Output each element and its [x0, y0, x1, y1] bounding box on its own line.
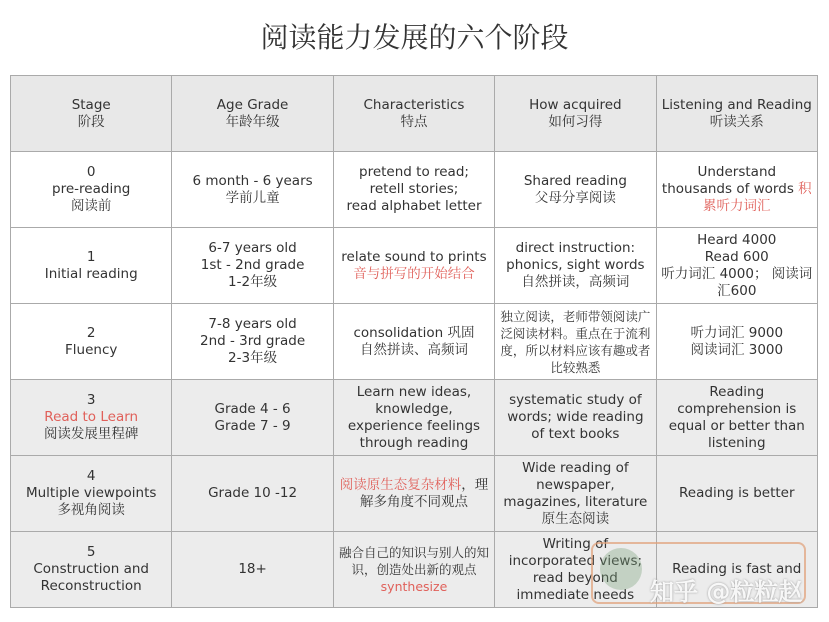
stage-cell [11, 532, 172, 608]
t: 父母分享阅读 [534, 189, 616, 206]
t: Read 600 [704, 248, 769, 265]
how-cell [495, 152, 656, 228]
t: 1 [86, 248, 96, 265]
t: 听力词汇 4000； 阅读词汇600 [661, 265, 813, 299]
t: 4 [86, 468, 96, 484]
t: Fluency [65, 341, 118, 358]
t: synthesize [380, 579, 448, 594]
age-cell [172, 532, 333, 608]
page-title: 阅读能力发展的六个阶段 [260, 21, 569, 54]
t: 18+ [238, 561, 267, 577]
t: relate sound to prints [341, 248, 487, 265]
header-en: Stage [71, 96, 111, 113]
t: Understand thousands of words [661, 164, 799, 197]
char-cell [333, 228, 494, 304]
t: 6-7 years old [208, 240, 297, 256]
age-cell [172, 380, 333, 456]
t: 1-2年级 [228, 274, 278, 290]
header-en: How acquired [529, 96, 622, 113]
t: Reading comprehension is equal or better than listening [668, 383, 805, 451]
header-listening-reading [656, 76, 817, 152]
table-row [11, 380, 818, 456]
t: Construction and Reconstruction [33, 561, 150, 594]
t: Grade 10 -12 [208, 485, 298, 501]
how-cell [495, 304, 656, 380]
how-cell [495, 380, 656, 456]
table-row [11, 228, 818, 304]
watermark-bird-icon [600, 548, 642, 590]
header-characteristics [333, 76, 494, 152]
header-en: Listening and Reading [661, 96, 812, 113]
t: pretend to read; [359, 164, 469, 180]
t: Wide reading of newspaper, magazines, literature [503, 459, 648, 510]
stage-cell [11, 228, 172, 304]
t: 阅读词汇 3000 [690, 341, 784, 358]
t: 自然拼读，高频词 [521, 274, 630, 290]
char-cell [333, 456, 494, 532]
t: 6 month - 6 years [192, 172, 313, 189]
t: 自然拼读、高频词 [359, 341, 468, 358]
t: Grade 4 - 6 [214, 400, 291, 417]
header-how [495, 76, 656, 152]
stage-cell [11, 304, 172, 380]
t: 7-8 years old [208, 316, 297, 332]
char-cell [333, 152, 494, 228]
t: Shared reading [523, 172, 627, 189]
t: 独立阅读，老师带领阅读广泛阅读材料。重点在于流利度，所以材料应该有趣或者比较熟悉 [500, 308, 651, 375]
t: 0 [86, 164, 96, 180]
t: 2-3年级 [228, 350, 278, 366]
t: 听力词汇 9000 [690, 324, 784, 341]
lr-cell [656, 456, 817, 532]
t: consolidation 巩固 [353, 324, 475, 341]
t: 2 [86, 324, 96, 341]
t: 1st - 2nd grade [200, 257, 305, 273]
t: 原生态阅读 [541, 510, 610, 527]
char-cell [333, 532, 494, 608]
stage-cell [11, 456, 172, 532]
lr-cell [656, 228, 817, 304]
t: systematic study of words; wide reading of text books [507, 392, 644, 442]
t: Read to Learn [44, 409, 139, 425]
t: Learn new ideas, knowledge, experience feelings through reading [347, 383, 481, 451]
t: 学前儿童 [225, 189, 280, 206]
t: phonics, sight words [506, 257, 645, 273]
stage-cell [11, 380, 172, 456]
reading-stages-table [10, 75, 818, 608]
t: Reading is better [679, 485, 795, 501]
age-cell [172, 456, 333, 532]
header-age [172, 76, 333, 152]
t: ，理解多角度不同观点 [359, 476, 489, 510]
t: 多视角阅读 [57, 502, 125, 518]
t: 阅读发展里程碑 [43, 426, 139, 442]
t: Reading is fast and [672, 561, 802, 577]
header-en: Age Grade [216, 96, 289, 113]
lr-cell [656, 380, 817, 456]
table-row [11, 152, 818, 228]
t: Multiple viewpoints [25, 485, 157, 501]
t: 音与拼写的开始结合 [353, 265, 475, 282]
header-zh: 阶段 [77, 113, 105, 130]
char-cell [333, 304, 494, 380]
t: 融合自己的知识与别人的知识，创造处出新的观点 [338, 545, 489, 577]
age-cell [172, 228, 333, 304]
t: Grade 7 - 9 [214, 417, 291, 434]
t: 阅读原生态复杂材料 [339, 476, 462, 493]
lr-cell [656, 152, 817, 228]
t: 5 [86, 544, 96, 560]
t: 阅读前 [70, 198, 112, 214]
t: 积累听力词汇 [703, 181, 812, 214]
t: Writing of incorporated views; read beyond immediate needs [508, 535, 643, 603]
t: Heard 4000 [697, 231, 777, 248]
table-row [11, 456, 818, 532]
header-zh: 特点 [400, 113, 428, 130]
header-stage [11, 76, 172, 152]
how-cell [495, 228, 656, 304]
header-zh: 年龄年级 [225, 113, 280, 130]
t: retell stories; [369, 181, 459, 197]
char-cell [333, 380, 494, 456]
t: 3 [86, 392, 96, 408]
table-row [11, 304, 818, 380]
age-cell [172, 304, 333, 380]
header-zh: 如何习得 [548, 113, 603, 130]
how-cell [495, 456, 656, 532]
lr-cell [656, 304, 817, 380]
t: 2nd - 3rd grade [199, 333, 306, 349]
stage-cell [11, 152, 172, 228]
t: Initial reading [44, 265, 138, 282]
table-header-row [11, 76, 818, 152]
t: pre-reading [52, 181, 131, 197]
watermark-text: 知乎 @粒粒赵 [650, 578, 803, 606]
header-en: Characteristics [363, 96, 465, 113]
t: direct instruction: [515, 240, 636, 256]
header-zh: 听读关系 [709, 113, 764, 130]
t: read alphabet letter [346, 198, 482, 214]
age-cell [172, 152, 333, 228]
